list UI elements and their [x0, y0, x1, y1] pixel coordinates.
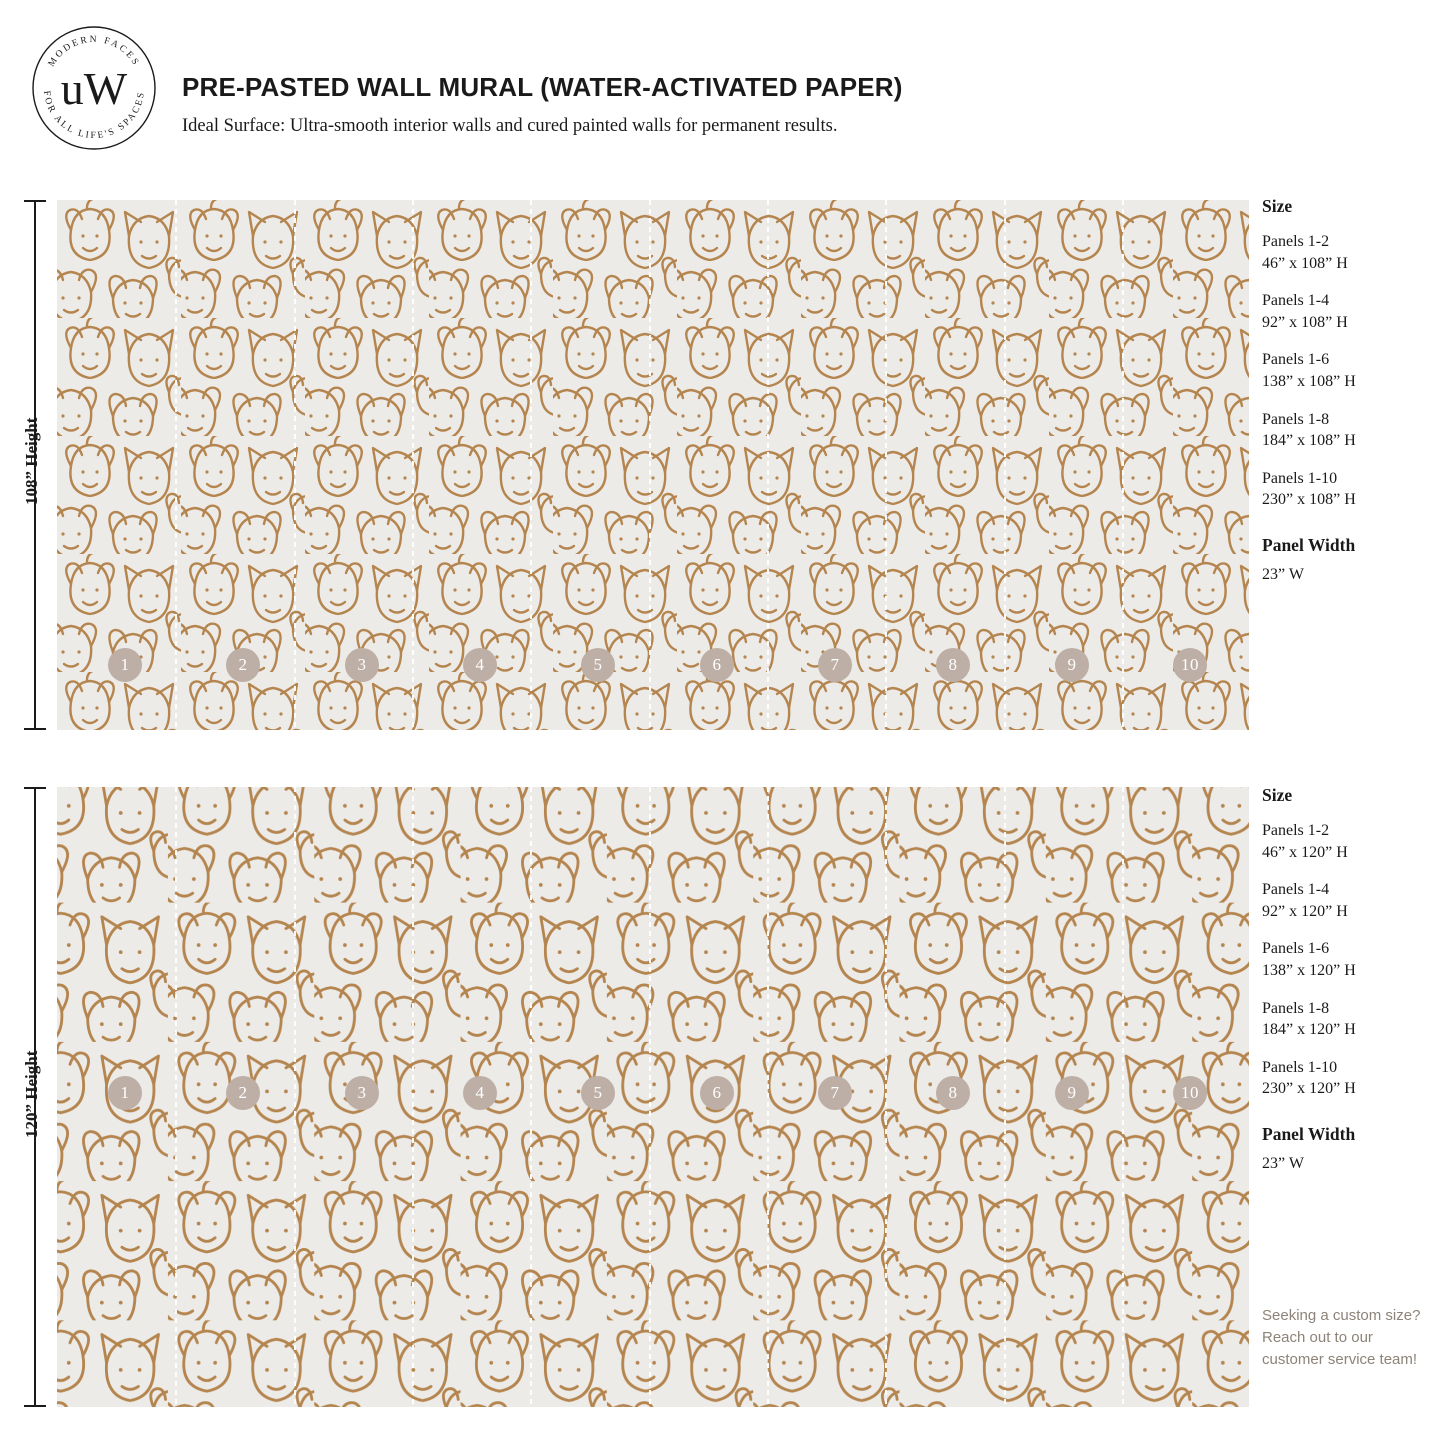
- page-header: [0, 0, 1440, 180]
- spec-item-value: 138” x 120” H: [1262, 961, 1356, 979]
- mural-preview-120: [57, 787, 1249, 1407]
- panel-seam: [649, 200, 651, 730]
- panel-seam: [767, 200, 769, 730]
- spec-list-108: [1262, 196, 1440, 584]
- panel-number-badge: 6: [700, 1076, 734, 1110]
- panel-seam: [767, 787, 769, 1407]
- panel-seam: [294, 787, 296, 1407]
- spec-item: [1262, 820, 1440, 863]
- panel-number-badge: 6: [700, 648, 734, 682]
- spec-item-label: Panels 1-2: [1262, 233, 1330, 250]
- panel-seam: [175, 787, 177, 1407]
- height-label-120: 120” Height: [22, 1050, 41, 1138]
- spec-item-label: Panels 1-4: [1262, 881, 1330, 899]
- panel-seam: [412, 787, 414, 1407]
- spec-item-value: 184” x 108” H: [1262, 432, 1356, 450]
- panel-number-badge: 10: [1173, 648, 1207, 682]
- spec-item: [1262, 349, 1440, 392]
- panel-width-value: 23” W: [1262, 565, 1304, 583]
- panel-number-badge: 3: [345, 648, 379, 682]
- page-subtitle: Ideal Surface: Ultra-smooth interior walls and cured painted walls for permanent results.: [182, 116, 838, 136]
- panel-seam: [412, 200, 414, 730]
- spec-item: [1262, 879, 1440, 922]
- height-rule-cap: [24, 787, 46, 789]
- svg-text:uW: uW: [60, 63, 128, 114]
- panel-number-badge: 5: [581, 648, 615, 682]
- brand-logo: [28, 22, 160, 154]
- spec-item: [1262, 1057, 1440, 1100]
- svg-text:FOR ALL LIFE'S SPACES: FOR ALL LIFE'S SPACES: [40, 90, 148, 142]
- panel-seam: [1004, 200, 1006, 730]
- spec-item-label: Panels 1-10: [1262, 469, 1338, 487]
- spec-heading: Size: [1262, 785, 1293, 805]
- panel-number-badge: 4: [463, 1076, 497, 1110]
- panel-seam: [649, 787, 651, 1407]
- spec-item-label: Panels 1-4: [1262, 292, 1330, 310]
- spec-item-label: Panels 1-10: [1262, 1058, 1338, 1076]
- panel-number-badge: 2: [226, 1076, 260, 1110]
- height-rule-cap: [24, 1405, 46, 1407]
- spec-item-value: 230” x 120” H: [1262, 1080, 1356, 1098]
- panel-seam: [294, 200, 296, 730]
- spec-item: [1262, 290, 1440, 333]
- height-rule-cap: [24, 200, 46, 202]
- panel-seam: [1122, 200, 1124, 730]
- panel-seam: [885, 200, 887, 730]
- spec-item-value: 92” x 120” H: [1262, 902, 1348, 920]
- panel-seam: [1122, 787, 1124, 1407]
- panel-number-badge: 8: [936, 1076, 970, 1110]
- spec-list-120: [1262, 785, 1440, 1173]
- panel-number-badge: 1: [108, 1076, 142, 1110]
- spec-item-value: 92” x 108” H: [1262, 313, 1348, 331]
- height-label-108: 108” Height: [22, 417, 41, 505]
- panel-number-badge: 2: [226, 648, 260, 682]
- spec-item: [1262, 409, 1440, 452]
- panel-seam: [530, 200, 532, 730]
- panel-number-badge: 9: [1055, 648, 1089, 682]
- panel-seam: [1004, 787, 1006, 1407]
- panel-number-badge: 4: [463, 648, 497, 682]
- panel-seam: [530, 787, 532, 1407]
- panel-number-badge: 5: [581, 1076, 615, 1110]
- custom-size-note: Seeking a custom size? Reach out to our customer service team!: [1262, 1307, 1421, 1368]
- panel-number-badge: 8: [936, 648, 970, 682]
- spec-heading: Size: [1262, 196, 1293, 216]
- spec-item: [1262, 231, 1440, 274]
- height-rule-cap: [24, 728, 46, 730]
- spec-item-label: Panels 1-2: [1262, 822, 1330, 839]
- panel-seam: [175, 200, 177, 730]
- panel-seam: [885, 787, 887, 1407]
- spec-item-label: Panels 1-6: [1262, 351, 1330, 369]
- panel-width-heading: Panel Width: [1262, 1123, 1356, 1144]
- panel-number-badge: 7: [818, 648, 852, 682]
- page-title: PRE-PASTED WALL MURAL (WATER-ACTIVATED PAPER): [182, 72, 903, 102]
- spec-item-value: 46” x 120” H: [1262, 843, 1348, 861]
- spec-item-value: 230” x 108” H: [1262, 491, 1356, 509]
- svg-text:MODERN FACES: MODERN FACES: [46, 34, 142, 69]
- spec-item: [1262, 998, 1440, 1041]
- spec-item-value: 46” x 108” H: [1262, 254, 1348, 272]
- spec-item-value: 184” x 120” H: [1262, 1021, 1356, 1039]
- panel-number-badge: 1: [108, 648, 142, 682]
- spec-item-label: Panels 1-8: [1262, 999, 1330, 1017]
- spec-item: [1262, 468, 1440, 511]
- panel-number-badge: 10: [1173, 1076, 1207, 1110]
- panel-number-badge: 7: [818, 1076, 852, 1110]
- panel-width-heading: Panel Width: [1262, 534, 1356, 555]
- panel-number-badge: 3: [345, 1076, 379, 1110]
- spec-item-label: Panels 1-6: [1262, 940, 1330, 958]
- panel-width-value: 23” W: [1262, 1154, 1304, 1172]
- spec-item: [1262, 938, 1440, 981]
- spec-item-label: Panels 1-8: [1262, 410, 1330, 428]
- spec-item-value: 138” x 108” H: [1262, 372, 1356, 390]
- mural-preview-108: [57, 200, 1249, 730]
- panel-number-badge: 9: [1055, 1076, 1089, 1110]
